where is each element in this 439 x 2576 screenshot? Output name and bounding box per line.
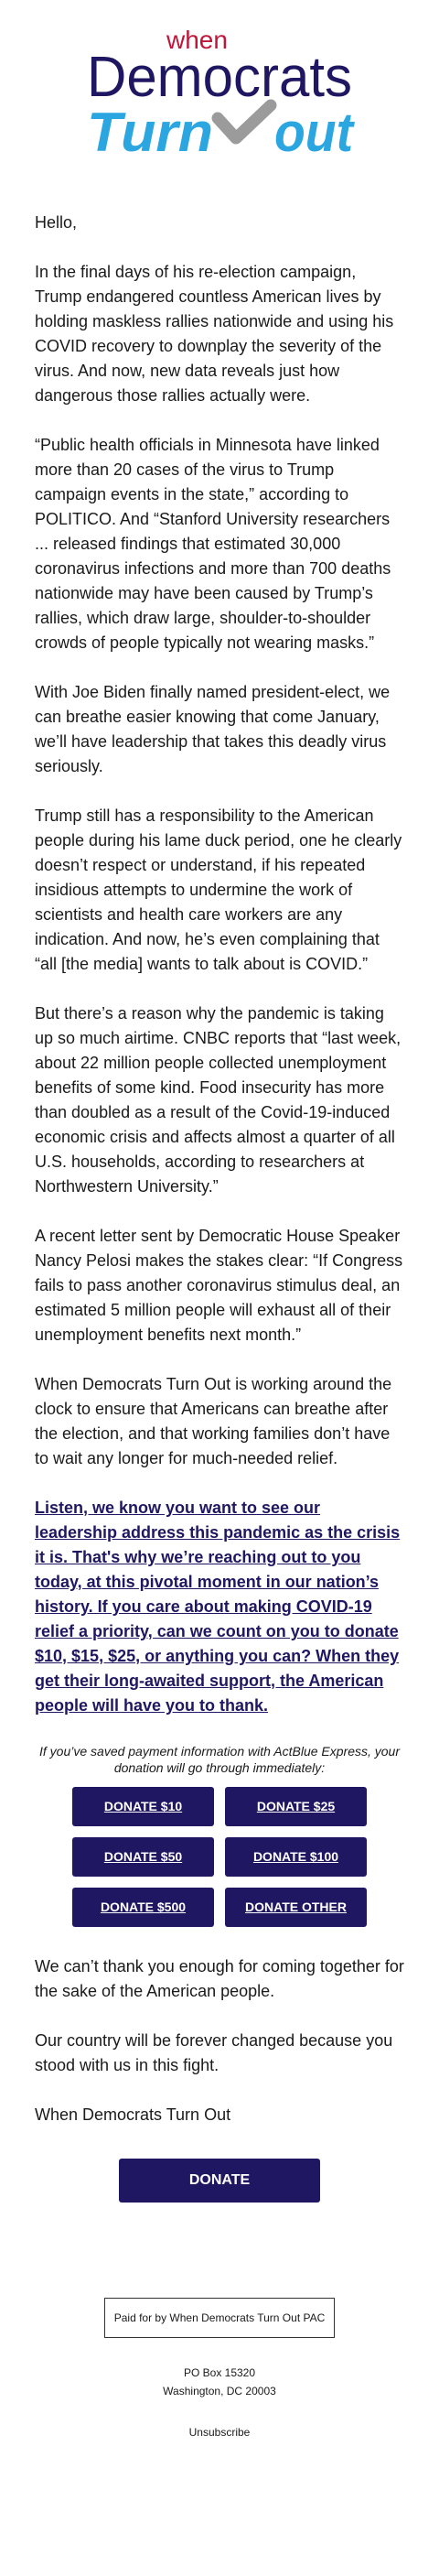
closing-1: We can’t thank you enough for coming together for the sake of the American people. [35, 1957, 404, 2000]
paragraph-5: But there’s a reason why the pandemic is taking up so much airtime. CNBC reports that “last week, about 22 million people collected unemployment benefits of some kind. Food insecurity has more than doubled as a result of the Covid-19-induced economic crisis and affects almost a quarter of all U.S. households, according to researchers at Northwestern University.” [35, 1004, 402, 1196]
mailing-address [35, 2364, 404, 2400]
address-line-1: PO Box 15320 [183, 2366, 256, 2379]
paragraph-3: With Joe Biden finally named president-elect, we can breathe easier knowing that come January, we’ll have leadership that takes this deadly virus seriously. [35, 683, 391, 775]
logo-when: when [166, 26, 228, 54]
actblue-express-note: If you’ve saved payment information with ActBlue Express, your donation will go through immediately: [39, 1744, 400, 1775]
paid-for-disclaimer: Paid for by When Democrats Turn Out PAC [104, 2298, 336, 2338]
donate-50-button[interactable]: DONATE $50 [72, 1837, 214, 1877]
closing-section [35, 1954, 404, 2127]
donate-button-grid [35, 1787, 404, 1927]
paragraph-6: A recent letter sent by Democratic House Speaker Nancy Pelosi makes the stakes clear: “If Congress fails to pass another coronavirus stimulus deal, an estimated 5 million people will exhaust all of their unemployment benefits next month.” [35, 1227, 403, 1344]
paragraph-1: In the final days of his re-election campaign, Trump endangered countless American lives by holding maskless rallies nationwide and using his COVID recovery to downplay the severity of the virus. And now, new data reveals just how dangerous those rallies actually were. [35, 263, 394, 405]
logo-out: out [274, 102, 356, 160]
paragraph-2: “Public health officials in Minnesota have linked more than 20 cases of the virus to Trump campaign events in the state,” according to POLITICO. And “Stanford University researchers ... released findings that estimated 30,000 coronavirus infections and more than 700 deaths nationwide may have been caused by Trump’s rallies, which draw large, shoulder-to-shoulder crowds of people typically not wearing masks.” [35, 436, 391, 652]
donate-25-button[interactable]: DONATE $25 [225, 1787, 367, 1826]
greeting: Hello, [35, 213, 78, 232]
donate-10-button[interactable]: DONATE $10 [72, 1787, 214, 1826]
unsubscribe-link[interactable]: Unsubscribe [188, 2426, 251, 2439]
donate-100-button[interactable]: DONATE $100 [225, 1837, 367, 1877]
paragraph-7: When Democrats Turn Out is working around the clock to ensure that Americans can breathe after the election, and that working families don’t have to wait any longer for much-needed relief. [35, 1375, 392, 1467]
footer [35, 2298, 404, 2484]
logo-democrats: Democrats [87, 46, 352, 109]
paragraph-4: Trump still has a responsibility to the American people during his lame duck period, one he clearly doesn’t respect or understand, if his repeated insidious attempts to undermine the work of scientists and health care workers are any indication. And now, he’s even complaining that “all [the media] wants to talk about is COVID.” [35, 806, 402, 973]
checkmark-icon [218, 105, 271, 138]
signature: When Democrats Turn Out [35, 2105, 231, 2124]
email-body [35, 211, 404, 1718]
donate-other-button[interactable]: DONATE OTHER [225, 1888, 367, 1927]
logo-turn: Turn [87, 102, 213, 160]
donate-main-button[interactable]: DONATE [119, 2159, 320, 2203]
address-line-2: Washington, DC 20003 [163, 2385, 276, 2397]
donate-500-button[interactable]: DONATE $500 [72, 1888, 214, 1927]
donate-appeal-link[interactable]: Listen, we know you want to see our leadership address this pandemic as the crisis it is. That's why we’re reaching out to you today, at this pivotal moment in our nation’s history. If you care about making COVID-19 relief a priority, can we count on you to donate $10, $15, $25, or anything you can? When they get their long-awaited support, the American people will have you to thank. [35, 1499, 401, 1715]
brand-logo [35, 0, 404, 183]
closing-2: Our country will be forever changed because you stood with us in this fight. [35, 2031, 393, 2074]
logo-graphic [82, 23, 357, 160]
